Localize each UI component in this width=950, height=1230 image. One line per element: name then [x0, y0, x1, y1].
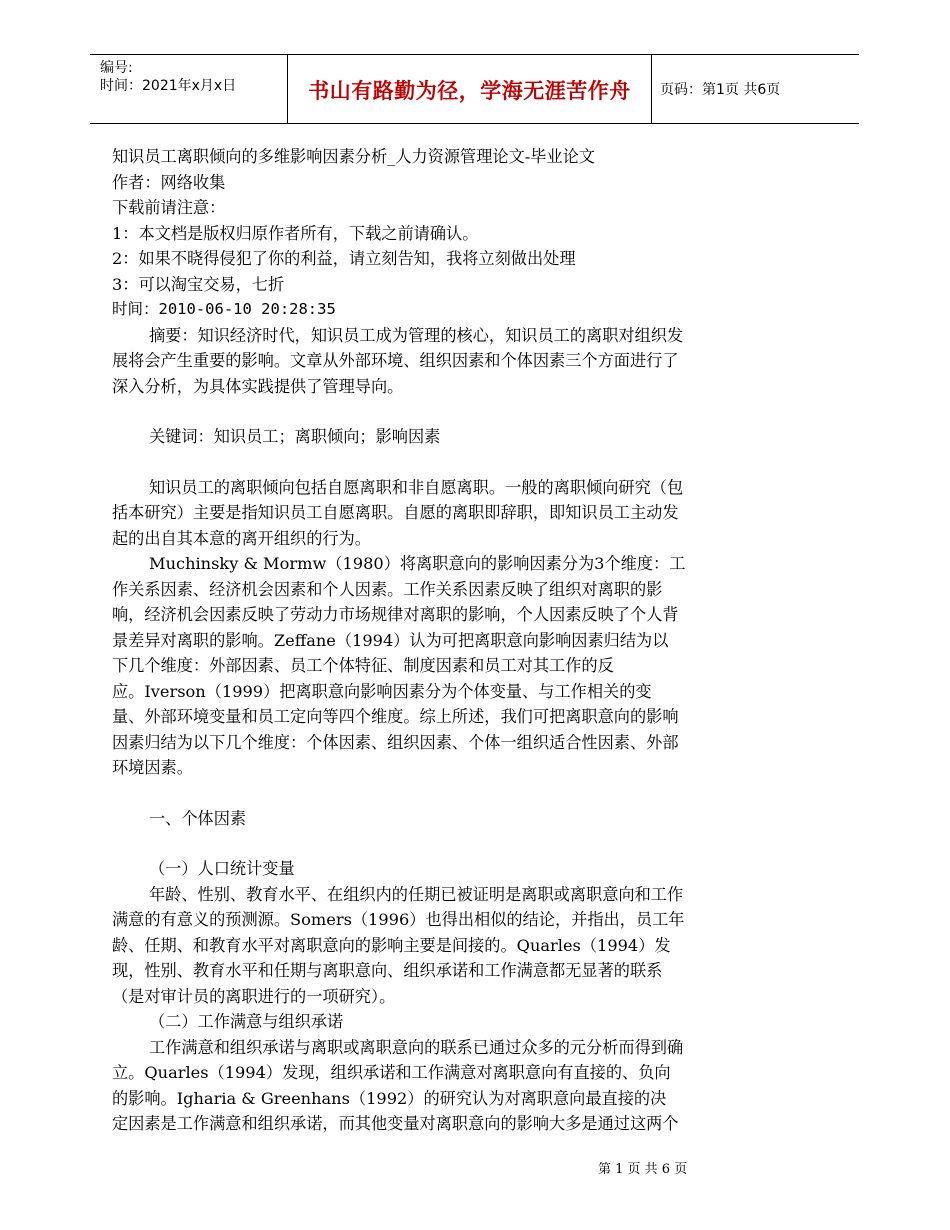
paragraph-line: 起的出自其本意的离开组织的行为。 [112, 528, 371, 548]
subsection-heading: （一）人口统计变量 [149, 859, 295, 878]
motto-text: 书山有路勤为径，学海无涯苦作舟 [308, 79, 631, 103]
paragraph-line: 知识员工的离职倾向包括自愿离职和非自愿离职。一般的离职倾向研究（包 [149, 477, 684, 497]
notice-item: 2：如果不晓得侵犯了你的利益，请立刻告知，我将立刻做出处理 [112, 249, 576, 268]
notice-heading: 下载前请注意： [112, 198, 226, 217]
paragraph-line: 年龄、性别、教育水平、在组织内的任期已被证明是离职或离职意向和工作 [149, 884, 684, 904]
paragraph-line: （是对审计员的离职进行的一项研究）。 [112, 986, 396, 1006]
header-meta-cell [90, 55, 288, 123]
paragraph-line: 因素归结为以下几个维度：个体因素、组织因素、个体一组织适合性因素、外部 [112, 732, 679, 752]
document-header [90, 54, 859, 124]
number-label: 编号: [100, 60, 133, 76]
article-title: 知识员工离职倾向的多维影响因素分析_人力资源管理论文-毕业论文 [112, 147, 595, 166]
section-heading: 一、个体因素 [149, 808, 247, 828]
notice-item: 1：本文档是版权归原作者所有，下载之前请确认。 [112, 223, 479, 243]
paragraph-line: 作关系因素、经济机会因素和个人因素。工作关系因素反映了组织对离职的影 [112, 579, 663, 599]
paragraph-line: 应。Iverson（1999）把离职意向影响因素分为个体变量、与工作相关的变 [112, 681, 652, 701]
paragraph-line: 响，经济机会因素反映了劳动力市场规律对离职的影响，个人因素反映了个人背 [112, 605, 679, 624]
abstract-line: 深入分析，为具体实践提供了管理导向。 [112, 376, 404, 396]
paragraph-line: 括本研究）主要是指知识员工自愿离职。自愿的离职即辞职，即知识员工主动发 [112, 503, 679, 522]
timestamp-line: 时间：2010-06-10 20:28:35 [112, 300, 336, 318]
paragraph-line: 景差异对离职的影响。Zeffane（1994）认为可把离职意向影响因素归结为以 [112, 630, 669, 650]
subsection-heading: （二）工作满意与组织承诺 [149, 1012, 344, 1031]
keywords-line: 关键词：知识员工；离职倾向；影响因素 [149, 427, 441, 446]
notice-item: 3：可以淘宝交易，七折 [112, 274, 285, 294]
paragraph-line: 下几个维度：外部因素、员工个体特征、制度因素和员工对其工作的反 [112, 656, 614, 675]
paragraph-line: 立。Quarles（1994）发现，组织承诺和工作满意对离职意向有直接的、负向 [112, 1063, 671, 1082]
paragraph-line: 工作满意和组织承诺与离职或离职意向的联系已通过众多的元分析而得到确 [149, 1037, 684, 1057]
paragraph-line: 的影响。Igharia & Greenhans（1992）的研究认为对离职意向最直接的决 [112, 1088, 667, 1108]
paragraph-line: 定因素是工作满意和组织承诺，而其他变量对离职意向的影响大多是通过这两个 [112, 1114, 679, 1133]
paragraph-line: 龄、任期、和教育水平对离职意向的影响主要是间接的。Quarles（1994）发 [112, 935, 671, 955]
paragraph-line: 环境因素。 [112, 758, 193, 777]
header-motto-cell [288, 55, 652, 123]
time-label: 时间：2021年x月x日 [100, 78, 237, 94]
page-info: 页码：第1页 共6页 [660, 82, 781, 98]
paragraph-line: 满意的有意义的预测源。Somers（1996）也得出相似的结论，并指出，员工年 [112, 910, 685, 929]
article-body [112, 144, 767, 1137]
abstract-line: 展将会产生重要的影响。文章从外部环境、组织因素和个体因素三个方面进行了 [112, 351, 679, 370]
abstract-line: 摘要：知识经济时代，知识员工成为管理的核心，知识员工的离职对组织发 [149, 325, 684, 345]
page-footer: 第 1 页 共 6 页 [598, 1162, 688, 1177]
paragraph-line: 量、外部环境变量和员工定向等四个维度。综上所述，我们可把离职意向的影响 [112, 707, 679, 726]
paragraph-line: Muchinsky & Mormw（1980）将离职意向的影响因素分为3个维度：工 [149, 554, 686, 573]
author-line: 作者：网络收集 [112, 172, 226, 192]
paragraph-line: 现，性别、教育水平和任期与离职意向、组织承诺和工作满意都无显著的联系 [112, 961, 663, 980]
